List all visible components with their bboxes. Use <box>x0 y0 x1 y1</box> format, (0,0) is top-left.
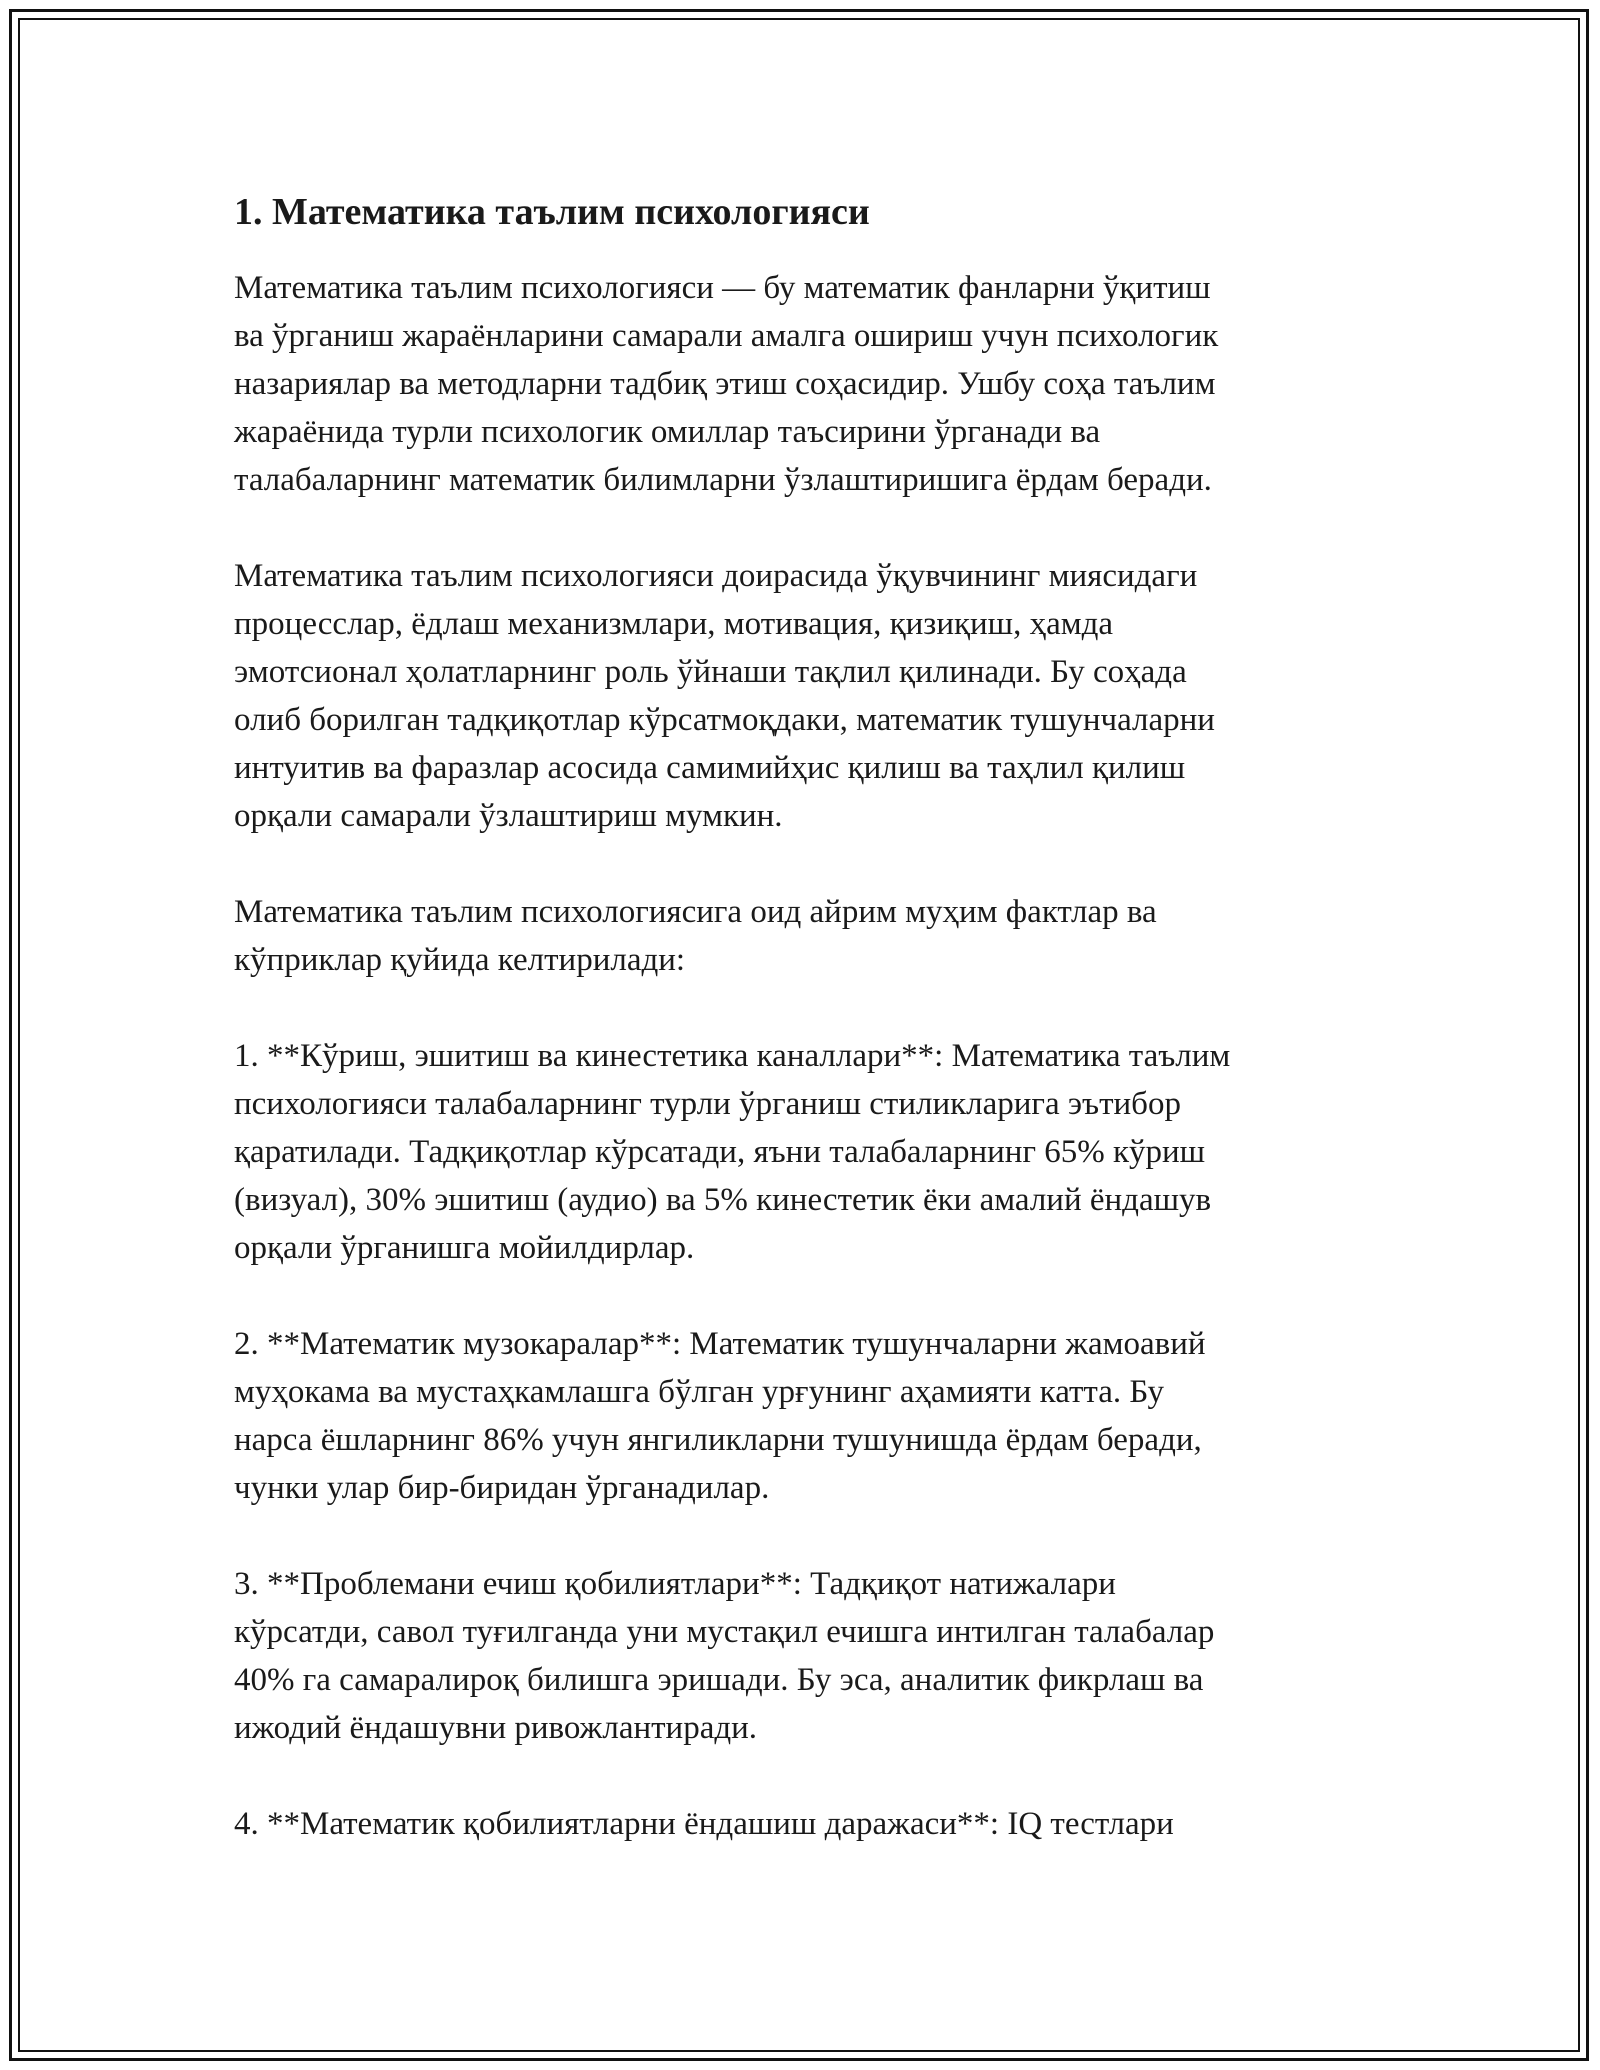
text-line: 40% га самаралироқ билишга эришади. Бу эса, аналитик фикрлаш ва <box>234 1662 1204 1698</box>
list-item-2 <box>234 1320 1364 1512</box>
text-line: 3. **Проблемани ечиш қобилиятлари**: Тадқиқот натижалари <box>234 1566 1116 1602</box>
list-item-4 <box>234 1800 1364 1848</box>
text-line: (визуал), 30% эшитиш (аудио) ва 5% кинестетик ёки амалий ёндашув <box>234 1182 1212 1218</box>
text-line: 1. **Кўриш, эшитиш ва кинестетика каналлари**: Математика таълим <box>234 1038 1231 1074</box>
text-line: кўприклар қуйида келтирилади: <box>234 942 686 978</box>
text-line: олиб борилган тадқиқотлар кўрсатмоқдаки, математик тушунчаларни <box>234 702 1215 738</box>
text-line: психологияси талабаларнинг турли ўрганиш стиликларига эътибор <box>234 1086 1181 1122</box>
text-line: Математика таълим психологияси доирасида ўқувчининг миясидаги <box>234 558 1198 594</box>
text-line: Математика таълим психологиясига оид айрим муҳим фактлар ва <box>234 894 1157 930</box>
text-line: 2. **Математик музокаралар**: Математик тушунчаларни жамоавий <box>234 1326 1206 1362</box>
text-line: орқали ўрганишга мойилдирлар. <box>234 1230 695 1266</box>
text-line: Математика таълим психологияси — бу математик фанларни ўқитиш <box>234 270 1211 306</box>
text-line: процесслар, ёдлаш механизмлари, мотивация, қизиқиш, ҳамда <box>234 606 1114 642</box>
list-item-3 <box>234 1560 1364 1752</box>
text-line: интуитив ва фаразлар асосида самимийҳис қилиш ва таҳлил қилиш <box>234 750 1186 786</box>
text-line: талабаларнинг математик билимларни ўзлаштиришига ёрдам беради. <box>234 462 1212 498</box>
text-line: ижодий ёндашувни ривожлантиради. <box>234 1710 758 1746</box>
text-line: чунки улар бир-биридан ўрганадилар. <box>234 1470 770 1506</box>
paragraph-scope <box>234 552 1364 840</box>
text-line: қаратилади. Тадқиқотлар кўрсатади, яъни талабаларнинг 65% кўриш <box>234 1134 1206 1170</box>
text-line: назариялар ва методларни тадбиқ этиш соҳасидир. Ушбу соҳа таълим <box>234 366 1216 402</box>
text-line: кўрсатди, савол туғилганда уни мустақил ечишга интилган талабалар <box>234 1614 1215 1650</box>
text-line: орқали самарали ўзлаштириш мумкин. <box>234 798 783 834</box>
section-heading: 1. Математика таълим психологияси <box>234 191 870 233</box>
text-line: жараёнида турли психологик омиллар таъсирини ўрганади ва <box>234 414 1101 450</box>
text-line: 4. **Математик қобилиятларни ёндашиш даражаси**: IQ тестлари <box>234 1806 1174 1842</box>
text-line: эмотсионал ҳолатларнинг роль ўйнаши тақлил қилинади. Бу соҳада <box>234 654 1187 690</box>
paragraph-intro <box>234 264 1364 504</box>
text-line: ва ўрганиш жараёнларини самарали амалга ошириш учун психологик <box>234 318 1219 354</box>
list-item-1 <box>234 1032 1364 1272</box>
text-line: муҳокама ва мустаҳкамлашга бўлган урғунинг аҳамияти катта. Бу <box>234 1374 1165 1410</box>
text-line: нарса ёшларнинг 86% учун янгиликларни тушунишда ёрдам беради, <box>234 1422 1202 1458</box>
document-body <box>234 186 1364 1896</box>
paragraph-facts-intro <box>234 888 1364 984</box>
